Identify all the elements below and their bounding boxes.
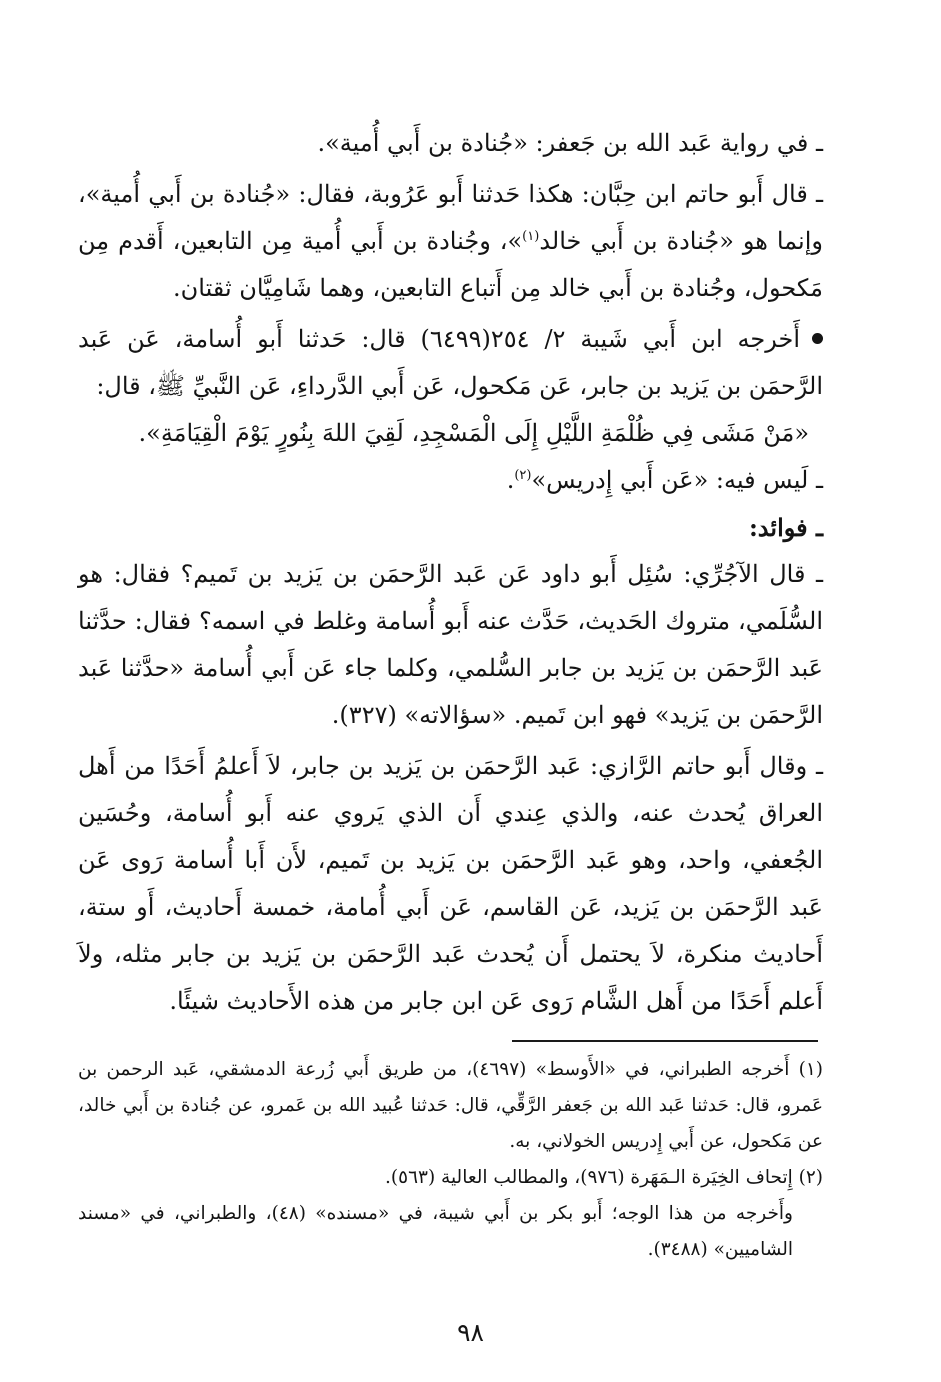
footnote-1: (١) أَخرجه الطبراني، في «الأَوسط» (٤٦٩٧)، من طريق أَبي زُرعة الدمشقي، عَبد الرحمن بن عَمرو، قال: حَدثنا عَبد الله بن جَعفر الرَّقِّي، قال: حَدثنا عُبيد الله بن عَمرو، عن جُنادة بن أَبي خالد، عن مَكحول، عن أَبي إِدريس الخولاني، به.	[78, 1059, 823, 1152]
paragraph-laysa-fihi	[78, 457, 823, 504]
footnote-ref-2[interactable]: (٢)	[514, 468, 532, 483]
footnotes	[78, 1052, 823, 1268]
paragraph-ibn-hibban	[78, 171, 823, 312]
footnote-separator	[512, 1040, 818, 1042]
hadith-text: «مَنْ مَشَى فِي ظُلْمَةِ اللَّيْلِ إِلَى الْمَسْجِدِ، لَقِيَ اللهَ بِنُورٍ يَوْمَ الْقِيَامَةِ».	[138, 419, 809, 447]
footnote-2-continuation: وأَخرجه من هذا الوجه؛ أَبو بكر بن أَبي شيبة، في «مسنده» (٤٨)، والطبراني، في «مسند الشاميين» (٣٤٨٨).	[78, 1203, 793, 1260]
bullet-icon	[812, 333, 823, 344]
paragraph-abu-hatim: ـ وقال أَبو حاتم الرَّازي: عَبد الرَّحمَن بن يَزيد بن جابر، لاَ أَعلمُ أَحَدًا من أَهل العراق يُحدث عنه، والذي عِندي أَن الذي يَروي عنه أَبو أُسامة، وحُسَين الجُعفي، واحد، وهو عَبد الرَّحمَن بن يَزيد بن تَميم، لأَن أَبا أُسامة رَوى عَن عَبد الرَّحمَن بن يَزيد، عَن القاسم، عَن أَبي أُمامة، خمسة أَحاديث، أَو ستة، أَحاديث منكرة، لاَ يحتمل أَن يُحدث عَبد الرَّحمَن بن يَزيد بن جابر مثله، ولاَ أَعلم أَحَدًا من أَهل الشَّام رَوى عَن ابن جابر من هذه الأَحاديث شيئًا.	[78, 752, 823, 1015]
paragraph-riwaya: ـ في رواية عَبد الله بن جَعفر: «جُنادة بن أَبي أُمية».	[317, 129, 823, 157]
paragraph-ibn-hibban-text: ـ قال أَبو حاتم ابن حِبَّان: هكذا حَدثنا أَبو عَرُوبة، فقال: «جُنادة بن أَبي أُمية»، وإنما هو «جُنادة بن أَبي خالد	[78, 180, 823, 255]
main-text	[78, 120, 823, 1025]
footnote-ref-1[interactable]: (١)	[522, 229, 540, 244]
paragraph-takhrij-text: أَخرجه ابن أَبي شَيبة ٢/ ٢٥٤(٦٤٩٩) قال: حَدثنا أَبو أُسامة، عَن عَبد الرَّحمَن بن يَزيد بن جابر، عَن مَكحول، عَن أَبي الدَّرداءِ، عَن النَّبيِّ ﷺ، قال:	[78, 325, 823, 400]
paragraph-laysa-fihi-end: .	[506, 466, 515, 494]
footnote-2: (٢) إِتحاف الخِيَرة الـمَهَرة (٩٧٦)، والمطالب العالية (٥٦٣).	[385, 1167, 823, 1188]
paragraph-ibn-hibban-rest: »، وجُنادة بن أَبي أُمية مِن التابعين، أَقدم مِن مَكحول، وجُنادة بن أَبي خالد مِن أَتباع التابعين، وهما شَامِيَّان ثقتان.	[78, 227, 823, 302]
section-heading-fawaid: ـ فوائد:	[748, 513, 823, 542]
paragraph-takhrij	[78, 316, 823, 410]
page-number: ٩٨	[457, 1318, 484, 1347]
paragraph-laysa-fihi-text: ـ لَيس فيه: «عَن أَبي إِدريس»	[531, 466, 823, 494]
paragraph-ajurri: ـ قال الآجُرِّي: سُئِل أَبو داود عَن عَبد الرَّحمَن بن يَزيد بن تَميم؟ فقال: هو السُّلَمي، متروك الحَديث، حَدَّث عنه أَبو أُسامة وغلط في اسمه؟ فقال: حدَّثنا عَبد الرَّحمَن بن يَزيد بن جابر السُّلمي، وكلما جاء عَن أَبي أُسامة «حدَّثنا عَبد الرَّحمَن بن يَزيد» فهو ابن تَميم. «سؤالاته» (٣٢٧).	[78, 560, 823, 729]
